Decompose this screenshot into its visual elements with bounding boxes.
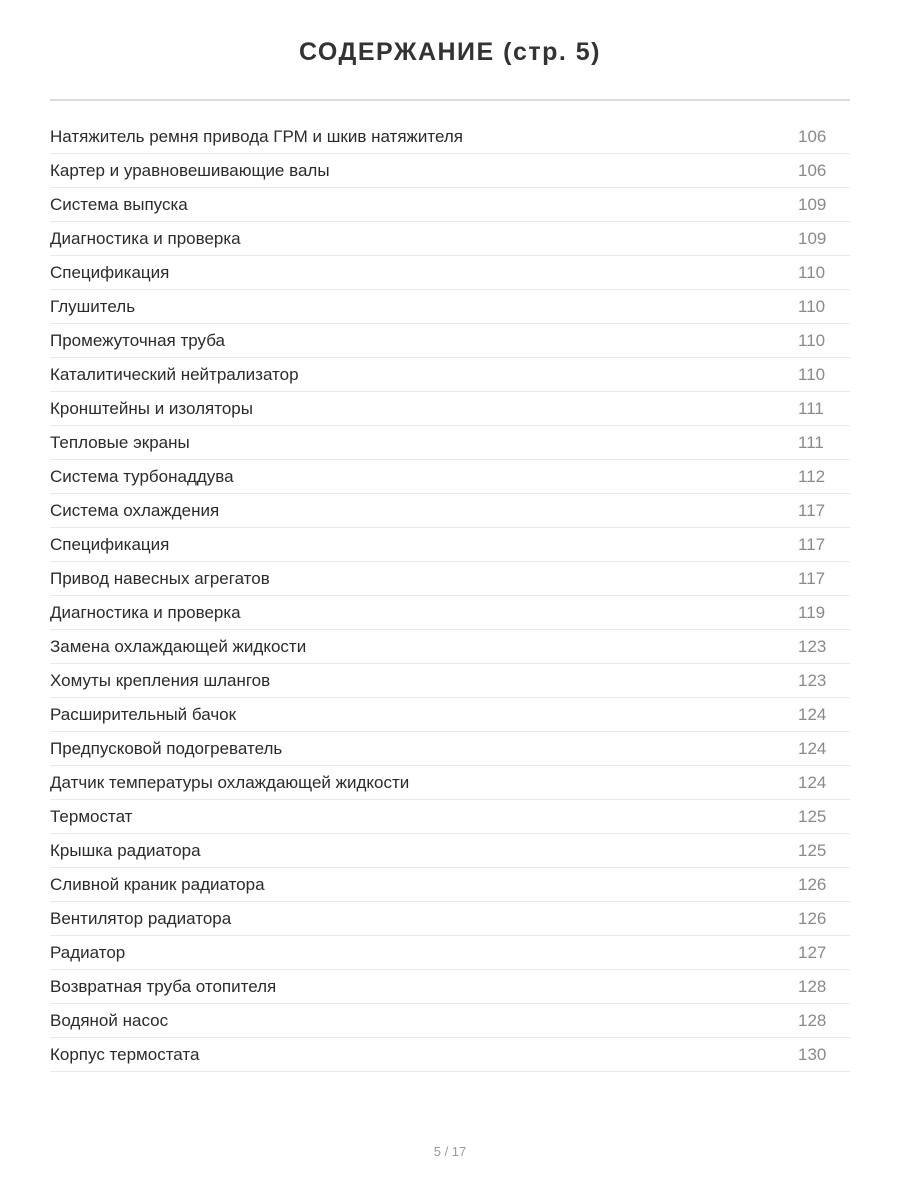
toc-entry-label: Диагностика и проверка [50, 602, 241, 622]
toc-entry[interactable] [50, 188, 850, 222]
toc-entry-label: Замена охлаждающей жидкости [50, 636, 307, 656]
toc-entry-page-number: 110 [798, 262, 826, 282]
toc-entry-label: Корпус термостата [50, 1044, 200, 1064]
toc-entry-label: Система выпуска [50, 194, 188, 214]
toc-entry[interactable] [50, 154, 850, 188]
toc-entry[interactable] [50, 664, 850, 698]
toc-entry-label: Натяжитель ремня привода ГРМ и шкив натяжителя [50, 126, 464, 146]
toc-entry-page-number: 128 [798, 976, 827, 996]
toc-entry[interactable] [50, 222, 850, 256]
toc-entry-page-number: 110 [798, 364, 826, 384]
toc-entry-page-number: 126 [798, 908, 827, 928]
toc-entry-page-number: 125 [798, 806, 827, 826]
toc-entry-label: Вентилятор радиатора [50, 908, 232, 928]
toc-entry-label: Крышка радиатора [50, 840, 201, 860]
toc-entry[interactable] [50, 494, 850, 528]
toc-entry-page-number: 119 [798, 602, 826, 622]
toc-entry-label: Возвратная труба отопителя [50, 976, 277, 996]
toc-entry-page-number: 126 [798, 874, 827, 894]
toc-entry-label: Термостат [50, 806, 133, 826]
toc-entry[interactable] [50, 970, 850, 1004]
toc-entry[interactable] [50, 392, 850, 426]
toc-entry-label: Промежуточная труба [50, 330, 225, 350]
toc-entry[interactable] [50, 120, 850, 154]
toc-entry-page-number: 124 [798, 772, 827, 792]
toc-entry-label: Привод навесных агрегатов [50, 568, 270, 588]
toc-entry-label: Водяной насос [50, 1010, 169, 1030]
toc-entry-page-number: 123 [798, 636, 827, 656]
toc-entry[interactable] [50, 324, 850, 358]
toc-entry[interactable] [50, 460, 850, 494]
toc-entry-page-number: 106 [798, 160, 827, 180]
toc-entry-label: Сливной краник радиатора [50, 874, 265, 894]
toc-entry-label: Хомуты крепления шлангов [50, 670, 271, 690]
toc-entry-page-number: 117 [798, 534, 826, 554]
toc-entry[interactable] [50, 256, 850, 290]
toc-entry[interactable] [50, 630, 850, 664]
toc-entry-page-number: 127 [798, 942, 827, 962]
toc-entry-page-number: 112 [798, 466, 826, 486]
toc-entry-page-number: 117 [798, 500, 826, 520]
toc-entry[interactable] [50, 426, 850, 460]
title-divider [50, 99, 850, 101]
toc-entry-label: Спецификация [50, 534, 170, 554]
toc-entry[interactable] [50, 528, 850, 562]
toc-entry-page-number: 130 [798, 1044, 827, 1064]
table-of-contents [50, 120, 850, 1072]
toc-entry-label: Диагностика и проверка [50, 228, 241, 248]
toc-entry[interactable] [50, 800, 850, 834]
toc-entry-page-number: 123 [798, 670, 827, 690]
toc-entry-label: Расширительный бачок [50, 704, 237, 724]
toc-entry-label: Система турбонаддува [50, 466, 234, 486]
toc-entry[interactable] [50, 1038, 850, 1072]
toc-entry-page-number: 110 [798, 296, 826, 316]
toc-entry[interactable] [50, 868, 850, 902]
toc-entry-page-number: 111 [798, 432, 824, 452]
toc-entry-label: Тепловые экраны [50, 432, 190, 452]
toc-entry-label: Глушитель [50, 296, 136, 316]
toc-entry-page-number: 125 [798, 840, 827, 860]
toc-entry-label: Система охлаждения [50, 500, 220, 520]
toc-entry[interactable] [50, 698, 850, 732]
toc-entry[interactable] [50, 290, 850, 324]
toc-entry-label: Радиатор [50, 942, 126, 962]
toc-entry[interactable] [50, 766, 850, 800]
toc-entry[interactable] [50, 732, 850, 766]
toc-entry-page-number: 117 [798, 568, 826, 588]
toc-entry[interactable] [50, 902, 850, 936]
page-title: СОДЕРЖАНИЕ (стр. 5) [298, 38, 602, 66]
toc-entry[interactable] [50, 1004, 850, 1038]
toc-entry-page-number: 106 [798, 126, 827, 146]
toc-entry-page-number: 109 [798, 194, 827, 214]
toc-entry[interactable] [50, 562, 850, 596]
toc-entry[interactable] [50, 596, 850, 630]
toc-entry-label: Кронштейны и изоляторы [50, 398, 253, 418]
toc-entry-page-number: 124 [798, 704, 827, 724]
toc-entry[interactable] [50, 834, 850, 868]
toc-entry-label: Картер и уравновешивающие валы [50, 160, 330, 180]
toc-entry-page-number: 124 [798, 738, 827, 758]
toc-entry-page-number: 128 [798, 1010, 827, 1030]
toc-entry[interactable] [50, 358, 850, 392]
toc-entry[interactable] [50, 936, 850, 970]
toc-entry-label: Каталитический нейтрализатор [50, 364, 299, 384]
toc-entry-label: Спецификация [50, 262, 170, 282]
page-indicator: 5 / 17 [433, 1144, 467, 1159]
toc-entry-page-number: 109 [798, 228, 827, 248]
toc-entry-label: Предпусковой подогреватель [50, 738, 283, 758]
toc-entry-label: Датчик температуры охлаждающей жидкости [50, 772, 410, 792]
toc-entry-page-number: 110 [798, 330, 826, 350]
toc-entry-page-number: 111 [798, 398, 824, 418]
